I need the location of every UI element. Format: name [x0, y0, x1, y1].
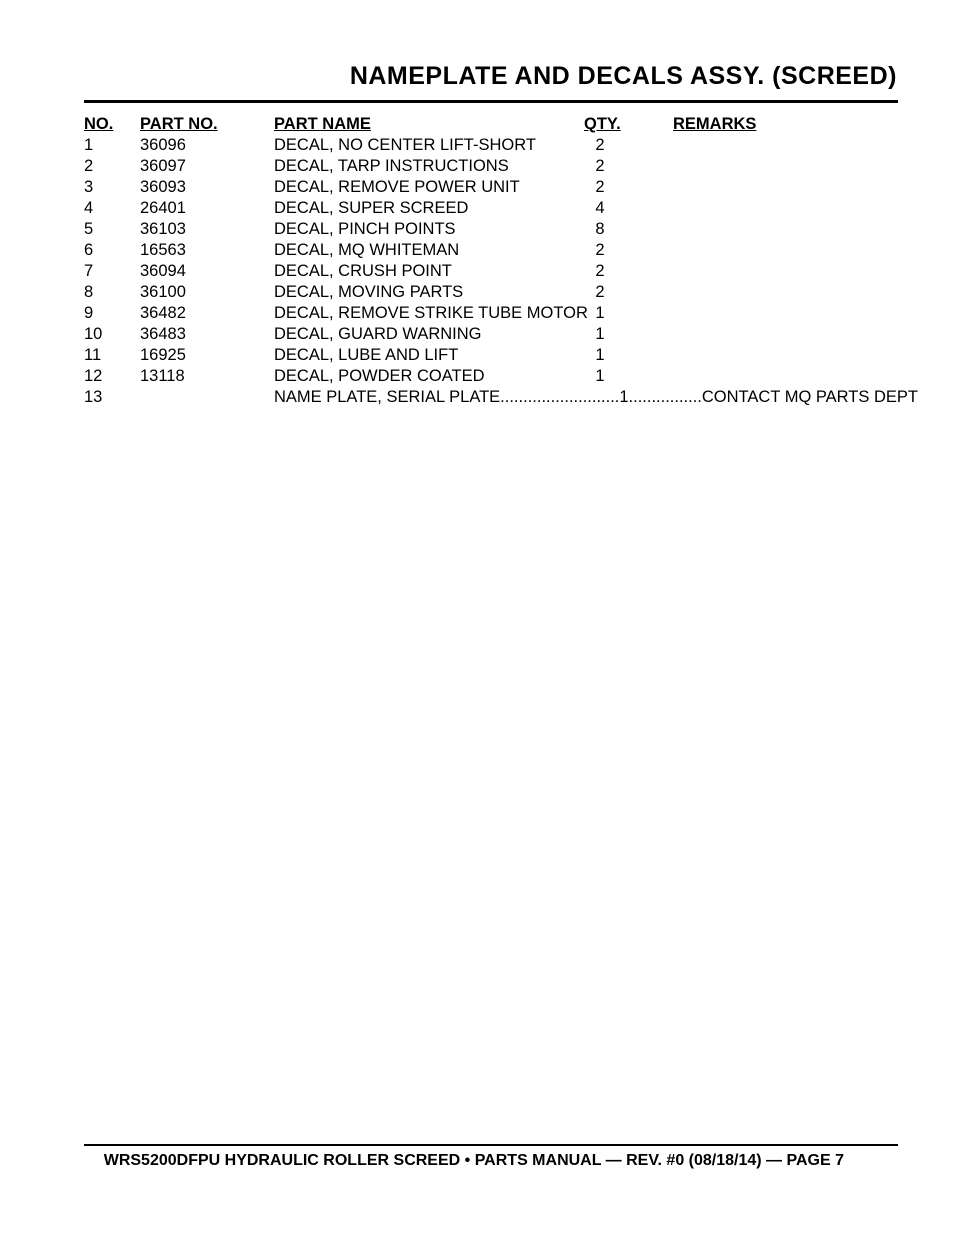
row-part-name: DECAL, REMOVE STRIKE TUBE MOTOR [274, 304, 588, 322]
row-no: 11 [84, 346, 102, 364]
table-row [84, 135, 898, 156]
row-part-no: 36094 [140, 262, 186, 280]
row-part-no: 36483 [140, 325, 186, 343]
row-qty: 2 [595, 262, 605, 280]
row-no: 9 [84, 304, 94, 322]
row-part-name: DECAL, SUPER SCREED [274, 199, 469, 217]
table-body [84, 135, 898, 387]
row-part-no: 16925 [140, 346, 186, 364]
row-qty: 2 [595, 241, 605, 259]
header-part-name: PART NAME [274, 115, 371, 133]
row-qty: 1 [595, 304, 605, 322]
row-qty: 2 [595, 178, 605, 196]
page-footer: WRS5200DFPU HYDRAULIC ROLLER SCREED • PARTS MANUAL — REV. #0 (08/18/14) — PAGE 7 [103, 1152, 844, 1169]
row-part-name: DECAL, GUARD WARNING [274, 325, 482, 343]
table-row [84, 387, 918, 408]
row-no: 1 [84, 136, 94, 154]
row-part-no: 36100 [140, 283, 186, 301]
row-part-no: 36096 [140, 136, 186, 154]
row-part-no: 26401 [140, 199, 186, 217]
row-part-name: DECAL, MQ WHITEMAN [274, 241, 460, 259]
footer-rule [84, 1144, 898, 1146]
row-no: 5 [84, 220, 94, 238]
row-no: 6 [84, 241, 94, 259]
row-qty: 4 [595, 199, 605, 217]
row-no: 3 [84, 178, 94, 196]
row-part-no: 36103 [140, 220, 186, 238]
table-row [84, 282, 898, 303]
table-row [84, 219, 898, 240]
header-remarks: REMARKS [673, 115, 757, 133]
table-row [84, 345, 898, 366]
parts-table [84, 114, 918, 408]
table-row [84, 303, 898, 324]
row-no: 4 [84, 199, 94, 217]
row-qty: 1 [595, 367, 605, 385]
table-row [84, 156, 898, 177]
table-row [84, 198, 898, 219]
table-row [84, 240, 898, 261]
row-part-name: DECAL, MOVING PARTS [274, 283, 464, 301]
row-qty: 1 [595, 325, 605, 343]
table-row [84, 324, 898, 345]
row-part-no: 36482 [140, 304, 186, 322]
page-title: NAMEPLATE AND DECALS ASSY. (SCREED) [349, 62, 897, 90]
row-no: 2 [84, 157, 94, 175]
row-part-no: 13118 [140, 367, 185, 385]
row-part-name: DECAL, TARP INSTRUCTIONS [274, 157, 509, 175]
row-part-name: DECAL, CRUSH POINT [274, 262, 452, 280]
row-no: 7 [84, 262, 94, 280]
row-qty: 2 [595, 157, 605, 175]
row-no: 12 [84, 367, 103, 385]
row-no: 10 [84, 325, 103, 343]
row-part-name: DECAL, NO CENTER LIFT-SHORT [274, 136, 536, 154]
header-no: NO. [84, 115, 114, 133]
header-qty: QTY. [584, 115, 621, 133]
row-part-no: 16563 [140, 241, 186, 259]
row-part-name: DECAL, POWDER COATED [274, 367, 485, 385]
header-part-no: PART NO. [140, 115, 218, 133]
row-part-name: DECAL, PINCH POINTS [274, 220, 456, 238]
table-row [84, 177, 898, 198]
row-no: 8 [84, 283, 94, 301]
row-part-name: DECAL, REMOVE POWER UNIT [274, 178, 520, 196]
row-qty: 2 [595, 136, 605, 154]
table-row [84, 261, 898, 282]
row-part-name: DECAL, LUBE AND LIFT [274, 346, 459, 364]
row-qty: 1 [595, 346, 605, 364]
row-qty: 8 [595, 220, 605, 238]
row-no: 13 [84, 388, 103, 406]
title-rule [84, 100, 898, 103]
table-header [84, 114, 898, 135]
table-row [84, 366, 898, 387]
row-name-qty-remarks: NAME PLATE, SERIAL PLATE..........................1................CONTACT MQ PARTS DEPT [274, 388, 918, 406]
row-qty: 2 [595, 283, 605, 301]
row-part-no: 36093 [140, 178, 186, 196]
row-part-no: 36097 [140, 157, 186, 175]
